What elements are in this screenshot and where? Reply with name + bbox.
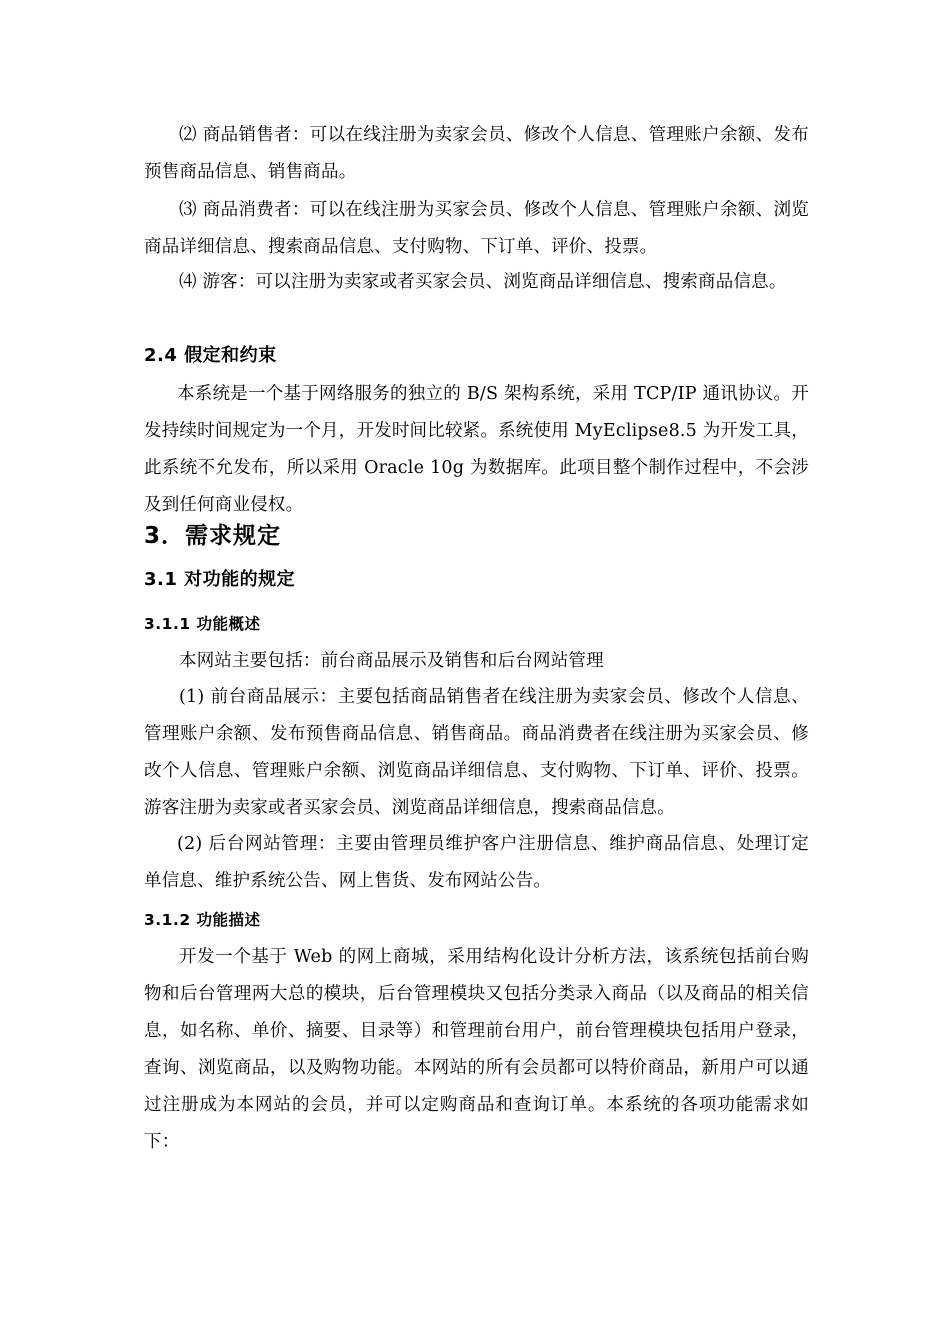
heading-3-1-2: 3.1.2 功能描述 <box>144 911 261 929</box>
heading-2-4: 2.4 假定和约束 <box>144 345 277 366</box>
paragraph-visitor: ⑷ 游客：可以注册为卖家或者买家会员、浏览商品详细信息、搜索商品信息。 <box>179 272 787 292</box>
paragraph-overview-intro: 本网站主要包括：前台商品展示及销售和后台网站管理 <box>179 651 604 671</box>
heading-3: 3．需求规定 <box>144 523 282 549</box>
heading-3-1-1: 3.1.1 功能概述 <box>144 615 261 633</box>
paragraph-constraints: 本系统是一个基于网络服务的独立的 B/S 架构系统，采用 TCP/IP 通讯协议。开发持续时间规定为一个月，开发时间比较紧。系统使用 MyEclipse8.5 为开发工具，此系统不允发布，所以采用 Oracle 10g 为数据库。此项目整个制作过程中，不会涉及到任何商业侵权。 <box>144 384 809 515</box>
paragraph-consumer: ⑶ 商品消费者：可以在线注册为买家会员、修改个人信息、管理账户余额、浏览商品详细信息、搜索商品信息、支付购物、下订单、评价、投票。 <box>144 200 809 257</box>
paragraph-seller: ⑵ 商品销售者：可以在线注册为卖家会员、修改个人信息、管理账户余额、发布预售商品信息、销售商品。 <box>144 125 809 182</box>
heading-3-1: 3.1 对功能的规定 <box>144 569 296 590</box>
paragraph-overview-backend: (2) 后台网站管理：主要由管理员维护客户注册信息、维护商品信息、处理订定单信息、维护系统公告、网上售货、发布网站公告。 <box>144 834 809 891</box>
paragraph-overview-frontend: (1) 前台商品展示：主要包括商品销售者在线注册为卖家会员、修改个人信息、管理账户余额、发布预售商品信息、销售商品。商品消费者在线注册为买家会员、修改个人信息、管理账户余额、浏览商品详细信息、支付购物、下订单、评价、投票。游客注册为卖家或者买家会员、浏览商品详细信息，搜索商品信息。 <box>144 687 809 818</box>
paragraph-function-description: 开发一个基于 Web 的网上商城，采用结构化设计分析方法，该系统包括前台购物和后台管理两大总的模块，后台管理模块又包括分类录入商品（以及商品的相关信息，如名称、单价、摘要、目录等）和管理前台用户，前台管理模块包括用户登录，查询、浏览商品，以及购物功能。本网站的所有会员都可以特价商品，新用户可以通过注册成为本网站的会员，并可以定购商品和查询订单。本系统的各项功能需求如下： <box>144 947 809 1152</box>
